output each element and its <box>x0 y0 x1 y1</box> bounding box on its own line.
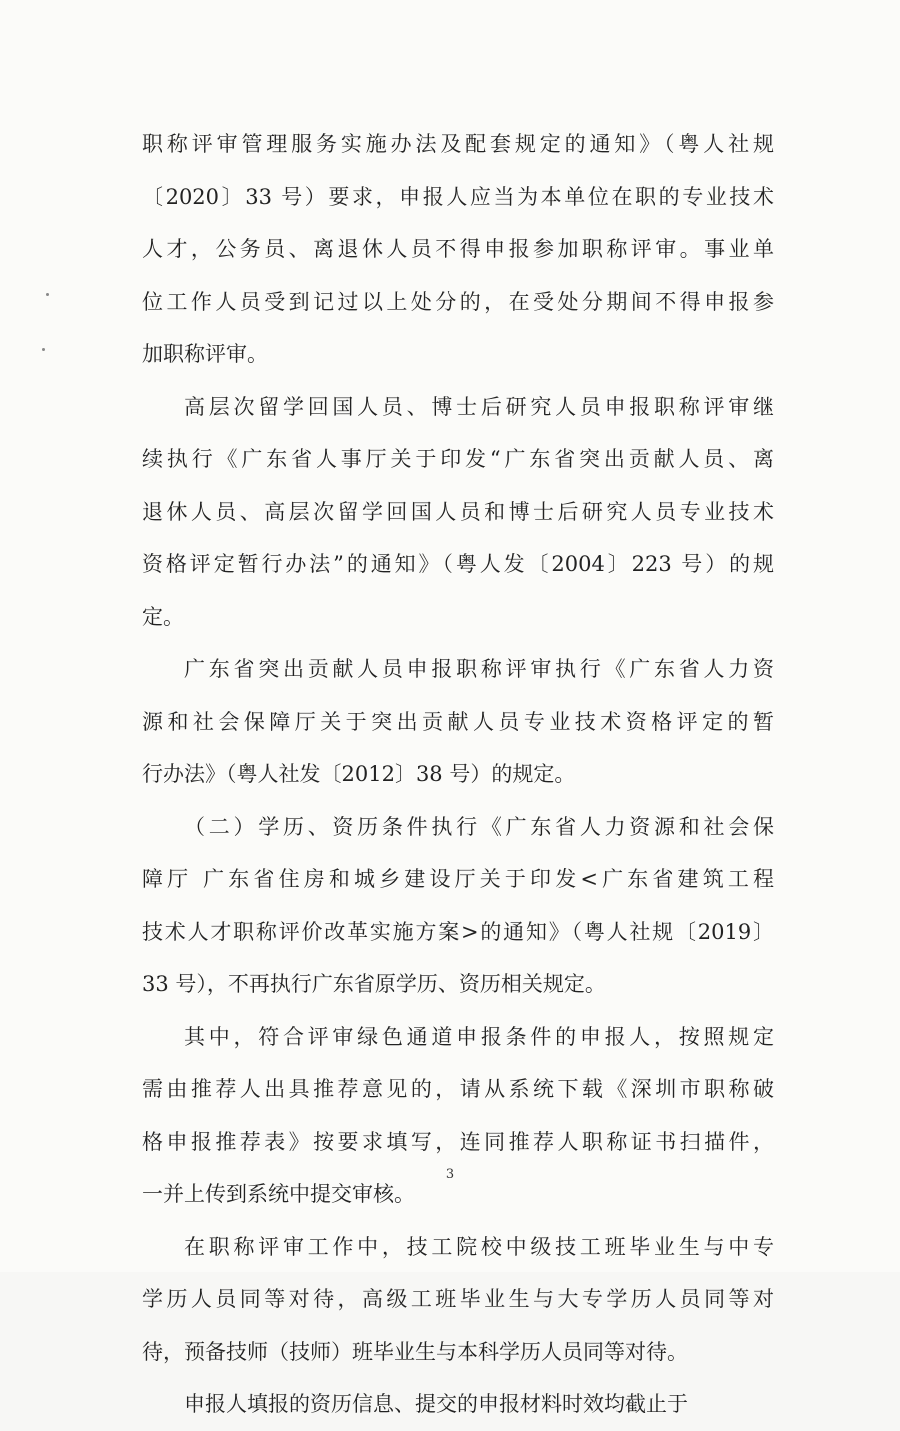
text-line: 需由推荐人出具推荐意见的，请从系统下载《深圳市职称破 <box>142 1077 774 1101</box>
text-line: 加职称评审。 <box>142 342 268 366</box>
text-line: 在职称评审工作中，技工院校中级技工班毕业生与中专 <box>184 1234 774 1259</box>
text-line: 定。 <box>142 604 184 629</box>
text-line: 〔2020〕33 号）要求，申报人应当为本单位在职的专业技术 <box>142 184 774 209</box>
text-line: （二）学历、资历条件执行《广东省人力资源和社会保 <box>184 814 774 839</box>
text-line: 高层次留学回国人员、博士后研究人员申报职称评审继 <box>184 394 774 419</box>
text-line: 障厅 广东省住房和城乡建设厅关于印发<广东省建筑工程 <box>142 867 774 891</box>
text-line: 退休人员、高层次留学回国人员和博士后研究人员专业技术 <box>142 499 774 524</box>
scan-speck <box>46 293 49 296</box>
text-line: 续执行《广东省人事厅关于印发“广东省突出贡献人员、离 <box>142 447 774 471</box>
text-line: 待，预备技师（技师）班毕业生与本科学历人员同等对待。 <box>142 1339 688 1364</box>
text-line: 位工作人员受到记过以上处分的，在受处分期间不得申报参 <box>142 289 774 314</box>
text-line: 广东省突出贡献人员申报职称评审执行《广东省人力资 <box>184 657 774 681</box>
text-line: 行办法》（粤人社发〔2012〕38 号）的规定。 <box>142 762 576 786</box>
text-line: 人才，公务员、离退休人员不得申报参加职称评审。事业单 <box>142 237 774 261</box>
page-number: 3 <box>445 1167 455 1182</box>
text-line: 申报人填报的资历信息、提交的申报材料时效均截止于 <box>184 1392 688 1416</box>
text-line: 一并上传到系统中提交审核。 <box>142 1182 415 1206</box>
text-line: 资格评定暂行办法”的通知》（粤人发〔2004〕223 号）的规 <box>142 552 774 576</box>
text-line: 33 号），不再执行广东省原学历、资历相关规定。 <box>142 972 606 996</box>
document-body <box>142 118 774 1431</box>
text-line: 职称评审管理服务实施办法及配套规定的通知》（粤人社规 <box>142 132 774 156</box>
text-line: 源和社会保障厅关于突出贡献人员专业技术资格评定的暂 <box>142 709 774 734</box>
text-line: 学历人员同等对待，高级工班毕业生与大专学历人员同等对 <box>142 1287 774 1311</box>
scan-speck <box>42 348 45 351</box>
text-line: 格申报推荐表》按要求填写，连同推荐人职称证书扫描件， <box>142 1129 774 1154</box>
text-line: 技术人才职称评价改革实施方案>的通知》（粤人社规〔2019〕 <box>142 919 774 944</box>
text-line: 其中，符合评审绿色通道申报条件的申报人，按照规定 <box>184 1024 774 1049</box>
